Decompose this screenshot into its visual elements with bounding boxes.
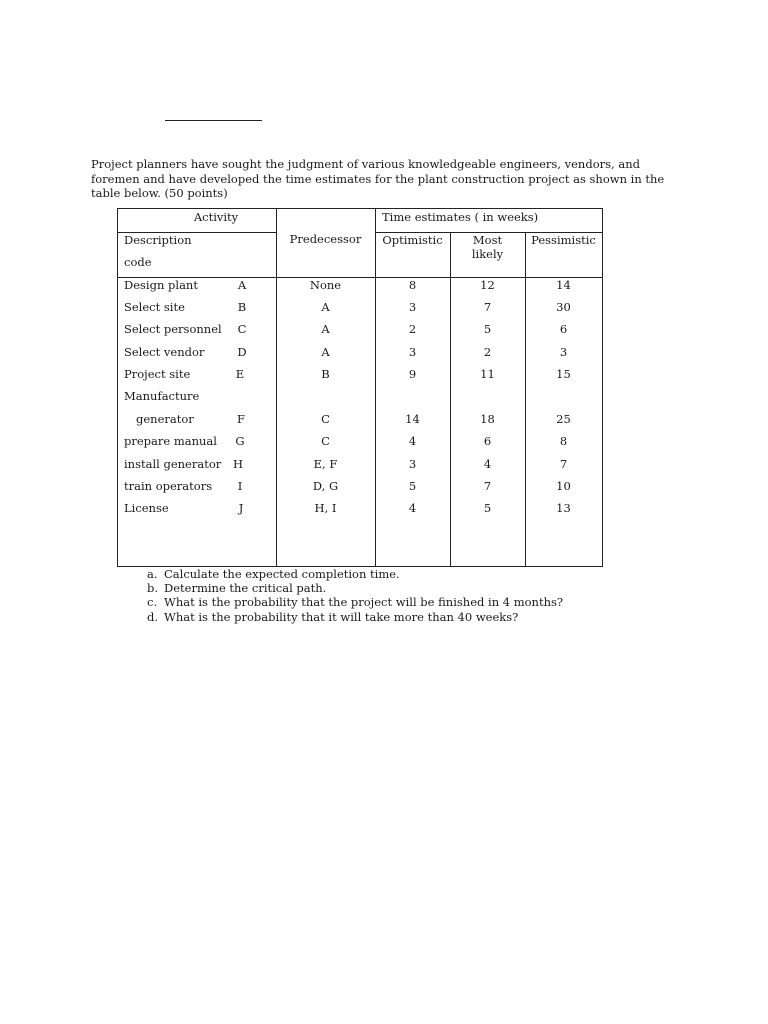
row-code: G — [235, 434, 245, 448]
question-text: Determine the critical path. — [164, 581, 327, 596]
row-predecessor: A — [321, 300, 330, 314]
row-pessimistic: 13 — [556, 501, 571, 515]
row-predecessor: D, G — [312, 479, 339, 493]
header-activity: Activity — [193, 210, 239, 224]
row-code: F — [237, 412, 245, 426]
row-optimistic: 8 — [408, 278, 417, 292]
row-predecessor: C — [321, 434, 330, 448]
row-predecessor: E, F — [313, 457, 338, 471]
row-pessimistic: 7 — [559, 457, 568, 471]
row-pessimistic: 15 — [556, 367, 571, 381]
row-predecessor: C — [321, 412, 330, 426]
row-optimistic: 4 — [408, 434, 417, 448]
row-pessimistic: 30 — [556, 300, 571, 314]
row-most-likely: 6 — [483, 434, 492, 448]
row-most-likely: 7 — [483, 479, 492, 493]
header-description: Description — [124, 233, 192, 247]
row-code: I — [237, 479, 243, 493]
row-pessimistic: 3 — [559, 345, 568, 359]
row-code: H — [232, 457, 244, 471]
row-most-likely: 7 — [483, 300, 492, 314]
row-code: J — [238, 501, 244, 515]
row-description: generator — [136, 412, 194, 426]
header-code: code — [124, 255, 152, 269]
row-code: B — [237, 300, 247, 314]
row-predecessor: None — [309, 278, 342, 292]
header-most-likely: Most — [472, 233, 503, 247]
row-most-likely: 12 — [480, 278, 495, 292]
row-optimistic: 3 — [408, 345, 417, 359]
question-letter: c. — [147, 595, 158, 610]
problem-statement: Project planners have sought the judgment of various knowledgeable engineers, vendors, and foremen and have developed the time estimates for the plant construction project as shown in the table below. (50 points) — [91, 157, 665, 200]
question-letter: b. — [147, 581, 159, 596]
row-description: prepare manual — [124, 434, 217, 448]
row-pessimistic: 10 — [556, 479, 571, 493]
header-predecessor: Predecessor — [289, 232, 362, 246]
row-description: Select vendor — [124, 345, 205, 359]
row-predecessor: H, I — [314, 501, 337, 515]
row-code: D — [237, 345, 247, 359]
row-optimistic: 3 — [408, 300, 417, 314]
row-most-likely: 5 — [483, 322, 492, 336]
header-optimistic: Optimistic — [382, 233, 443, 247]
row-optimistic: 4 — [408, 501, 417, 515]
row-pessimistic: 8 — [559, 434, 568, 448]
question-item — [147, 595, 563, 609]
row-predecessor: A — [321, 345, 330, 359]
row-code: C — [237, 322, 247, 336]
row-optimistic: 5 — [408, 479, 417, 493]
name-blank-line — [165, 120, 262, 121]
row-description: train operators — [124, 479, 213, 493]
row-most-likely: 4 — [483, 457, 492, 471]
question-item — [147, 567, 563, 581]
row-pessimistic: 6 — [559, 322, 568, 336]
row-predecessor: B — [321, 367, 330, 381]
activity-table — [117, 208, 603, 567]
row-most-likely: 18 — [480, 412, 495, 426]
row-most-likely: 11 — [480, 367, 495, 381]
header-most-likely-2: likely — [471, 247, 504, 261]
row-pessimistic: 14 — [556, 278, 571, 292]
row-optimistic: 2 — [408, 322, 417, 336]
row-optimistic: 9 — [408, 367, 417, 381]
header-time-estimates: Time estimates ( in weeks) — [382, 210, 539, 224]
row-optimistic: 14 — [405, 412, 420, 426]
row-code: E — [235, 367, 245, 381]
row-most-likely: 2 — [483, 345, 492, 359]
row-predecessor: A — [321, 322, 330, 336]
row-most-likely: 5 — [483, 501, 492, 515]
question-text: Calculate the expected completion time. — [164, 567, 400, 581]
row-description: Manufacture — [124, 389, 200, 403]
row-code: A — [237, 278, 247, 292]
row-description: Select personnel — [124, 322, 222, 336]
question-text: What is the probability that it will take more than 40 weeks? — [164, 609, 519, 624]
row-description: Design plant — [124, 278, 198, 292]
row-pessimistic: 25 — [556, 412, 571, 426]
row-description: License — [124, 501, 169, 515]
question-item — [147, 581, 563, 595]
row-description: Project site — [124, 367, 191, 381]
question-list — [147, 567, 563, 624]
question-item — [147, 610, 563, 624]
row-description: install generator — [124, 457, 222, 471]
row-description: Select site — [124, 300, 185, 314]
question-letter: d. — [147, 609, 159, 624]
question-text: What is the probability that the project will be finished in 4 months? — [164, 595, 564, 610]
row-optimistic: 3 — [408, 457, 417, 471]
question-letter: a. — [147, 567, 158, 581]
header-pessimistic: Pessimistic — [531, 233, 596, 247]
